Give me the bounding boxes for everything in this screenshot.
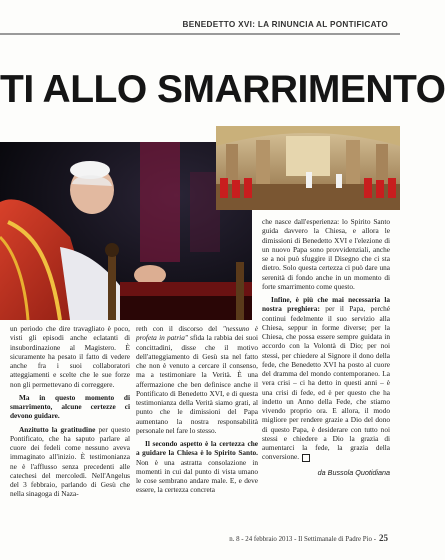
col3-paragraph-1: che nasce dall'esperienza: lo Spirito Santo guida davvero la Chiesa, e allora le dimissioni di Benedetto XVI e l'elezione di un nuovo Papa sono provvidenziali, anche se a noi può sfuggire il Disegno che ci sta dietro. Solo questa certezza ci può dare una serenità di fondo anche in un momento di forte smarrimento come questo.	[262, 217, 390, 291]
col1-paragraph-2	[10, 393, 130, 421]
col1-p3-text: per questo Pontificato, che ha saputo parlare al cuore dei fedeli come nessuno aveva immaginato all'inizio. È testimonianza ne è l'afflusso senza precedenti alle catechesi del mercoledì. Nell'Angelus del 3 febbraio, parlando di Gesù che nella sinagoga di Naza-	[10, 424, 130, 499]
col2-p2-text: Non è una astratta consolazione in momenti in cui dal punto di vista umano le cose sembrano andare male. E, e deve essere, la certezza concreta	[136, 457, 258, 495]
text-column-1	[10, 324, 130, 503]
col2-p2-bold: Il secondo aspetto è la certezza che a guidare la Chiesa è lo Spirito Santo.	[136, 439, 258, 458]
col2-paragraph-2	[136, 439, 258, 495]
col2-p1-text-a: reth con il discorso del	[136, 324, 223, 333]
end-mark-icon	[302, 454, 310, 462]
col1-paragraph-1: un periodo che dire travagliato è poco, visti gli episodi anche eclatanti di insubordinazione al Magistero. È sicuramente ha pesato il fatto di vedere anche fra i suoi collaboratori atteggiamenti e scelte che le sue forze non gli permettevano di correggere.	[10, 324, 130, 389]
col3-p2-text: per il Papa, perché continui fedelmente il suo servizio alla Chiesa, seppur in forme diverse; per la Chiesa, che possa essere sempre guidata in accordo con la Volontà di Dio; per noi stessi, per chiedere al Signore il dono della fede, che Benedetto XVI ha posto al cuore del dramma del mondo contemporaneo. La vera crisi – ci ha detto in questi anni – è una crisi di fede, ed è per questo che ha indetto un Anno della Fede, che stiamo vivendo proprio ora. E allora, il modo migliore per rendere grazie a Dio del dono di questo Papa, è desiderare con tutto noi stessi e chiedere a Dio la grazia di aumentarci la fede, la grazia della conversione.	[262, 304, 390, 462]
col1-lead-bold: Ma in questo momento di smarrimento, alcune certezze ci devono guidare.	[10, 392, 130, 421]
col2-paragraph-1	[136, 324, 258, 435]
headline: TI ALLO SMARRIMENTO	[0, 68, 445, 111]
text-column-2	[136, 324, 258, 499]
source-credit: da Bussola Quotidiana	[317, 467, 390, 477]
col2-p1-quote: "nessuno è profeta in patria"	[136, 324, 259, 343]
page-footer	[229, 533, 388, 543]
text-column-3	[262, 217, 390, 477]
photo-pope-praying-illustration	[0, 142, 252, 320]
col1-p3-bold: Anzitutto la gratitudine	[19, 424, 96, 434]
col1-paragraph-3	[10, 425, 130, 499]
header-rule	[0, 33, 400, 35]
col3-paragraph-2	[262, 295, 390, 462]
page-number: 25	[379, 533, 388, 543]
col2-p1-text-b: sfida la rabbia dei suoi concittadini, disse che il motivo dell'atteggiamento di Gesù sta nel fatto che non è venuto a cercare il consenso, ma a testimoniare la Verità. È una affermazione che ben definisce anche il Pontificato di Benedetto XVI, e di questa testimonianza della Verità siamo grati, al punto che le dimissioni del Papa aumentano la nostra responsabilità personale nel fare lo stesso.	[136, 333, 258, 435]
section-header: BENEDETTO XVI: LA RINUNCIA AL PONTIFICATO	[182, 20, 388, 29]
col3-p2-bold: Infine, è più che mai necessaria la nostra preghiera:	[262, 295, 390, 314]
footer-issue: n. 8 - 24 febbraio 2013 - Il Settimanale di Padre Pio -	[229, 536, 376, 543]
photo-consistory-illustration	[216, 126, 400, 210]
photo-pope-praying	[0, 142, 252, 320]
photo-consistory-hall	[216, 126, 400, 210]
